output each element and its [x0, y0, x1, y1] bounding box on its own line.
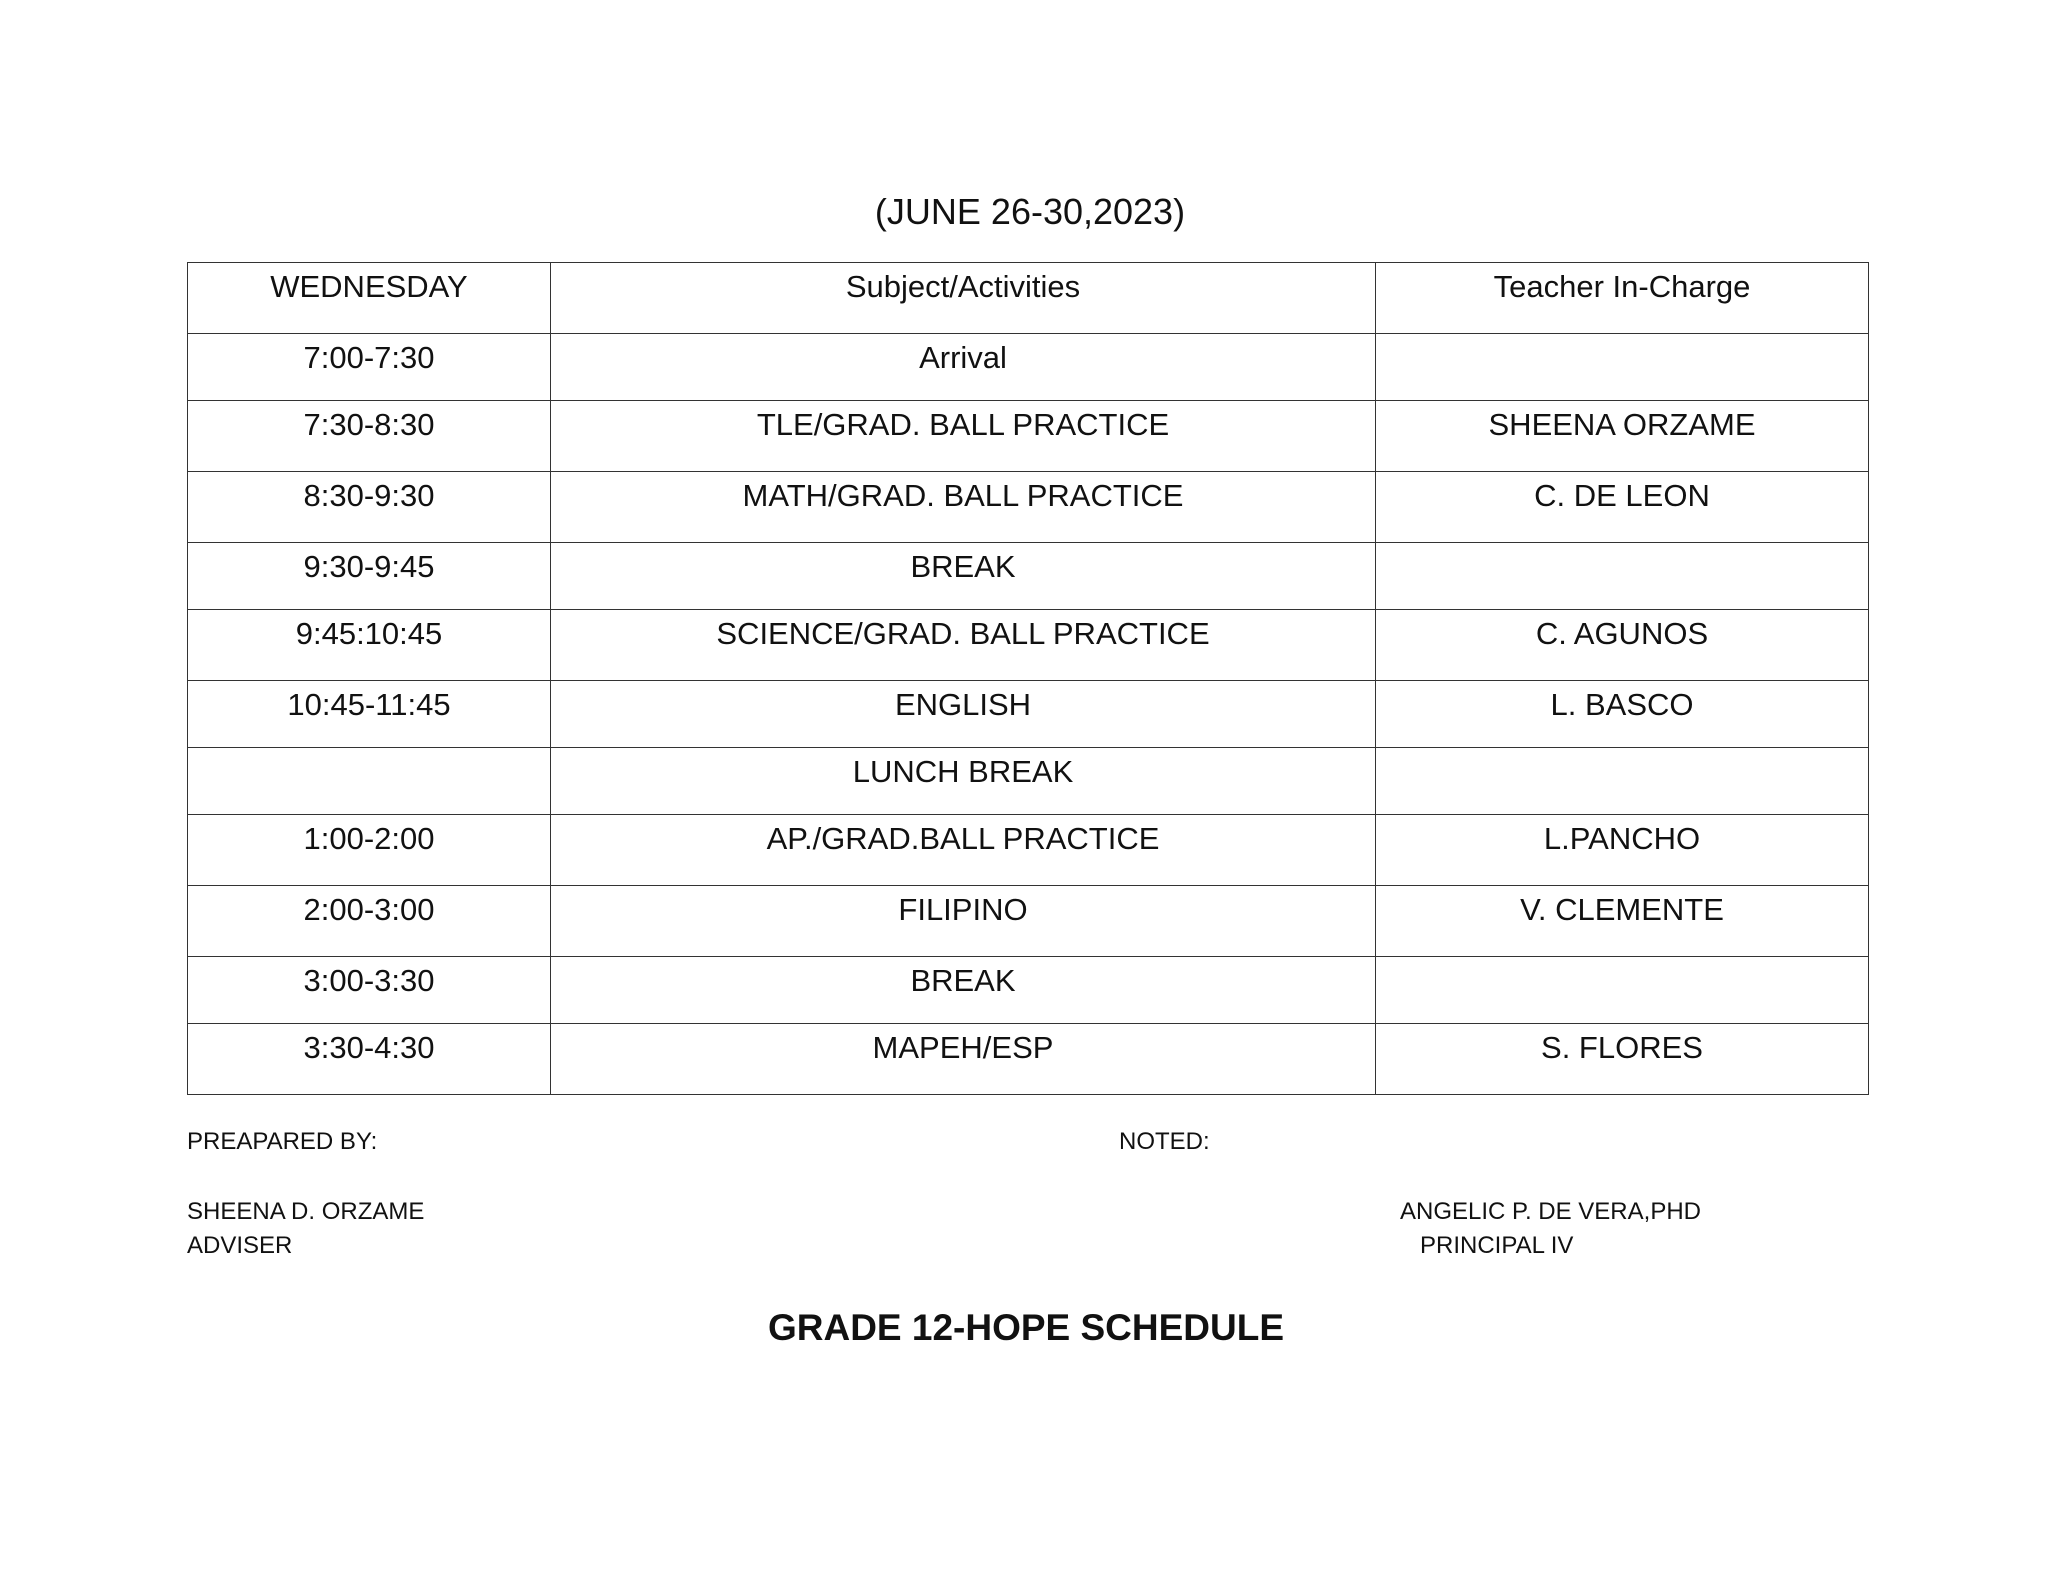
table-row [188, 815, 1869, 886]
table-header-row [188, 263, 1869, 334]
table-row [188, 543, 1869, 610]
header-subject: Subject/Activities [551, 263, 1376, 334]
date-range-heading: (JUNE 26-30,2023) [874, 191, 1186, 232]
teacher-cell: C. AGUNOS [1376, 610, 1869, 681]
table-row [188, 886, 1869, 957]
table-row [188, 472, 1869, 543]
prepared-by-label: PREAPARED BY: [187, 1128, 378, 1155]
subject-cell: TLE/GRAD. BALL PRACTICE [551, 401, 1376, 472]
table-row [188, 681, 1869, 748]
subject-cell: Arrival [551, 334, 1376, 401]
table-row [188, 610, 1869, 681]
time-cell: 7:00-7:30 [188, 334, 551, 401]
table-row [188, 748, 1869, 815]
teacher-cell: V. CLEMENTE [1376, 886, 1869, 957]
subject-cell: SCIENCE/GRAD. BALL PRACTICE [551, 610, 1376, 681]
subject-cell: LUNCH BREAK [551, 748, 1376, 815]
time-cell: 1:00-2:00 [188, 815, 551, 886]
subject-cell: MAPEH/ESP [551, 1024, 1376, 1095]
time-cell: 10:45-11:45 [188, 681, 551, 748]
table-row [188, 334, 1869, 401]
teacher-cell: S. FLORES [1376, 1024, 1869, 1095]
subject-cell: FILIPINO [551, 886, 1376, 957]
preparer-name: SHEENA D. ORZAME [187, 1198, 425, 1225]
teacher-cell: SHEENA ORZAME [1376, 401, 1869, 472]
time-cell: 8:30-9:30 [188, 472, 551, 543]
time-cell: 9:30-9:45 [188, 543, 551, 610]
schedule-table [187, 262, 1869, 1095]
noter-name: ANGELIC P. DE VERA,PHD [1400, 1198, 1701, 1225]
time-cell: 2:00-3:00 [188, 886, 551, 957]
teacher-cell [1376, 748, 1869, 815]
teacher-cell: C. DE LEON [1376, 472, 1869, 543]
time-cell: 9:45:10:45 [188, 610, 551, 681]
document-title: GRADE 12-HOPE SCHEDULE [767, 1307, 1285, 1348]
table-row [188, 1024, 1869, 1095]
time-cell: 3:30-4:30 [188, 1024, 551, 1095]
teacher-cell [1376, 957, 1869, 1024]
header-teacher: Teacher In-Charge [1376, 263, 1869, 334]
subject-cell: BREAK [551, 543, 1376, 610]
noter-role: PRINCIPAL IV [1420, 1232, 1574, 1259]
subject-cell: MATH/GRAD. BALL PRACTICE [551, 472, 1376, 543]
table-row [188, 401, 1869, 472]
teacher-cell [1376, 334, 1869, 401]
table-row [188, 957, 1869, 1024]
header-day: WEDNESDAY [188, 263, 551, 334]
subject-cell: AP./GRAD.BALL PRACTICE [551, 815, 1376, 886]
time-cell: 7:30-8:30 [188, 401, 551, 472]
teacher-cell: L. BASCO [1376, 681, 1869, 748]
noted-label: NOTED: [1119, 1128, 1210, 1155]
subject-cell: BREAK [551, 957, 1376, 1024]
preparer-role: ADVISER [187, 1232, 293, 1259]
teacher-cell [1376, 543, 1869, 610]
teacher-cell: L.PANCHO [1376, 815, 1869, 886]
time-cell [188, 748, 551, 815]
subject-cell: ENGLISH [551, 681, 1376, 748]
time-cell: 3:00-3:30 [188, 957, 551, 1024]
